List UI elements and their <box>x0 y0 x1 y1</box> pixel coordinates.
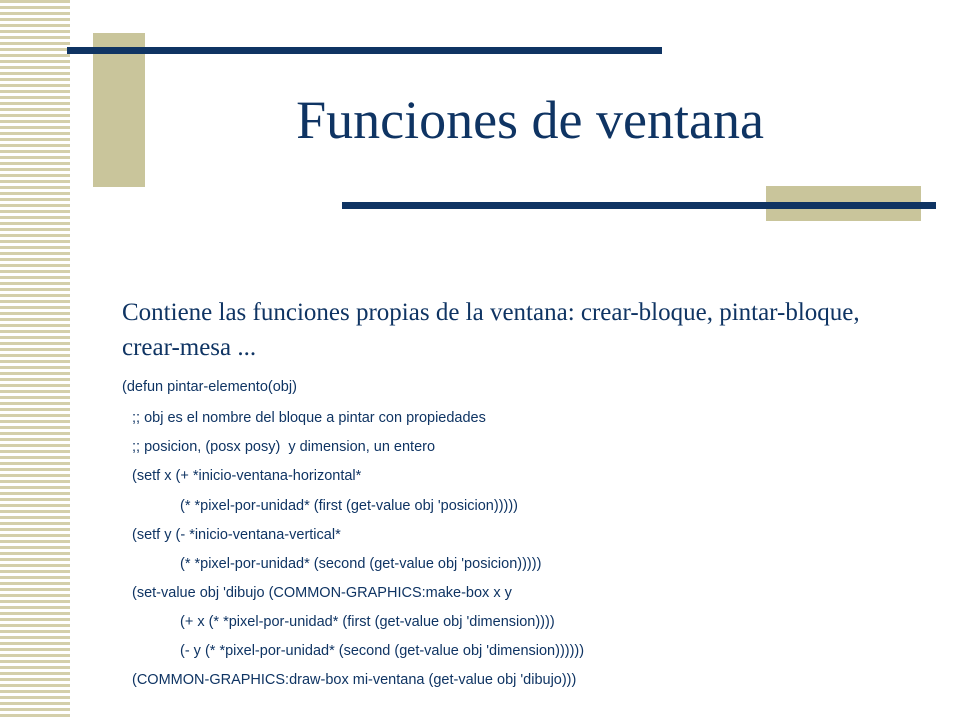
code-line: (* *pixel-por-unidad* (second (get-value obj 'posicion))))) <box>180 556 542 572</box>
decorative-navy-bar-bottom <box>342 202 936 209</box>
code-line: ;; posicion, (posx posy) y dimension, un entero <box>132 439 436 455</box>
decorative-navy-bar-top <box>67 47 662 54</box>
code-line: (* *pixel-por-unidad* (first (get-value obj 'posicion))))) <box>180 498 519 514</box>
code-line: ;; obj es el nombre del bloque a pintar con propiedades <box>132 410 486 426</box>
code-line: (setf x (+ *inicio-ventana-horizontal* <box>132 468 362 484</box>
slide-intro-text: Contiene las funciones propias de la ventana: crear-bloque, pintar-bloque, crear-mesa ... <box>122 299 860 361</box>
code-line: (set-value obj 'dibujo (COMMON-GRAPHICS:make-box x y <box>132 585 512 601</box>
code-line: (defun pintar-elemento(obj) <box>122 379 297 395</box>
code-line: (setf y (- *inicio-ventana-vertical* <box>132 527 341 543</box>
code-line: (- y (* *pixel-por-unidad* (second (get-value obj 'dimension)))))) <box>180 643 585 659</box>
decorative-stripe-band <box>0 0 70 720</box>
slide-title: Funciones de ventana <box>296 90 764 150</box>
code-line: (+ x (* *pixel-por-unidad* (first (get-value obj 'dimension)))) <box>180 614 555 630</box>
decorative-olive-block-top <box>93 33 145 187</box>
code-line: (COMMON-GRAPHICS:draw-box mi-ventana (get-value obj 'dibujo))) <box>132 672 577 688</box>
